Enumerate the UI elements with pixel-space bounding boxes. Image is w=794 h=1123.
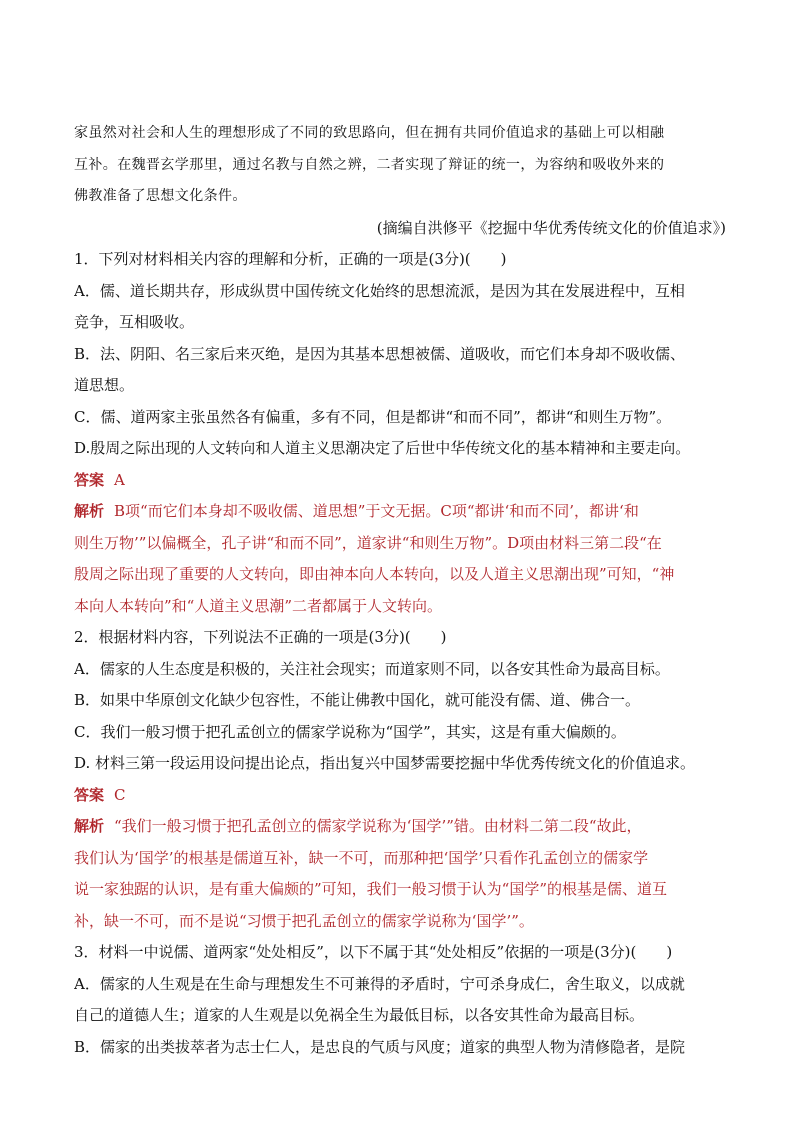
- q1-option-a: A．儒、道长期共存，形成纵贯中国传统文化始终的思想流派，是因为其在发展进程中，互相: [74, 281, 685, 300]
- q2-option-b: B．如果中华原创文化缺少包容性，不能让佛教中国化，就可能没有儒、道、佛合一。: [74, 691, 641, 709]
- q1-stem: 1．下列对材料相关内容的理解和分析，正确的一项是(3分)( ): [74, 250, 507, 268]
- analysis-label: 解析: [74, 502, 105, 520]
- q3-option-a-cont: 自己的道德人生；道家的人生观是以免祸全生为最低目标，以各安其性命为最高目标。: [74, 1006, 645, 1024]
- document-page: [74, 118, 726, 1063]
- passage-line: 互补。在魏晋玄学那里，通过名教与自然之辨，二者实现了辩证的统一，为容纳和吸收外来的: [74, 156, 665, 173]
- passage-line: 家虽然对社会和人生的理想形成了不同的致思路向，但在拥有共同价值追求的基础上可以相融: [74, 125, 665, 141]
- q2-analysis-cont: 说一家独踞的认识，是有重大偏颇的”可知，我们一般习惯于认为“国学”的根基是儒、道互: [74, 880, 668, 898]
- q1-answer: [74, 465, 726, 497]
- q1-option-b: B．法、阴阳、名三家后来灭绝，是因为其基本思想被儒、道吸收，而它们本身却不吸收儒、: [74, 344, 686, 363]
- q3-option-b: B．儒家的出类拔萃者为志士仁人，是忠良的气质与风度；道家的典型人物为清修隐者，是院: [74, 1037, 686, 1056]
- q2-option-a: A．儒家的人生态度是积极的，关注社会现实；而道家则不同，以各安其性命为最高目标。: [74, 659, 670, 678]
- q3-stem: 3．材料一中说儒、道两家“处处相反”，以下不属于其“处处相反”依据的一项是(3分)( ): [74, 943, 673, 961]
- q1-option-a-cont: 竞争，互相吸收。: [74, 313, 195, 331]
- q3-option-a: A．儒家的人生观是在生命与理想发生不可兼得的矛盾时，宁可杀身成仁，舍生取义，以成就: [74, 974, 685, 993]
- q1-analysis-cont: 殷周之际出现了重要的人文转向，即由神本向人本转向，以及人道主义思潮出现”可知，“神: [74, 565, 675, 583]
- q1-option-d: D.殷周之际出现的人文转向和人道主义思潮决定了后世中华传统文化的基本精神和主要走向。: [74, 439, 691, 457]
- q2-option-c: C．我们一般习惯于把孔孟创立的儒家学说称为“国学”，其实，这是有重大偏颇的。: [74, 722, 626, 741]
- q2-analysis: [74, 811, 726, 843]
- q1-analysis: [74, 496, 726, 528]
- q2-stem: 2．根据材料内容，下列说法不正确的一项是(3分)( ): [74, 628, 447, 646]
- analysis-text: B项“而它们本身却不吸收儒、道思想”于文无据。C项“都讲‘和而不同’，都讲‘和: [114, 502, 639, 520]
- q1-analysis-cont: 本向人本转向”和“人道主义思潮”二者都属于人文转向。: [74, 596, 443, 615]
- q2-option-d: D. 材料三第一段运用设问提出论点，指出复兴中国梦需要挖掘中华优秀传统文化的价值追求。: [74, 754, 696, 772]
- q1-analysis-cont: 则生万物’”以偏概全，孔子讲“和而不同”，道家讲“和则生万物”。D项由材料三第二段“在: [74, 533, 662, 552]
- answer-value: A: [114, 470, 125, 489]
- answer-value: C: [114, 785, 126, 804]
- passage-line: 佛教准备了思想文化条件。: [74, 188, 247, 204]
- answer-label: 答案: [74, 785, 105, 804]
- q2-analysis-cont: 补，缺一不可，而不是说“习惯于把孔孟创立的儒家学说称为‘国学’”。: [74, 911, 534, 930]
- q1-option-c: C．儒、道两家主张虽然各有偏重，多有不同，但是都讲“和而不同”，都讲“和则生万物”。: [74, 407, 672, 426]
- q2-answer: [74, 780, 726, 812]
- answer-label: 答案: [74, 470, 105, 489]
- analysis-label: 解析: [74, 817, 105, 835]
- q1-option-b-cont: 道思想。: [74, 376, 135, 394]
- passage-source: (摘编自洪修平《挖掘中华优秀传统文化的价值追求》): [376, 218, 726, 237]
- analysis-text: “我们一般习惯于把孔孟创立的儒家学说称为‘国学’”错。由材料二第二段“故此，: [114, 817, 642, 835]
- q2-analysis-cont: 我们认为‘国学’的根基是儒道互补，缺一不可，而那种把‘国学’只看作孔孟创立的儒家学: [74, 848, 649, 867]
